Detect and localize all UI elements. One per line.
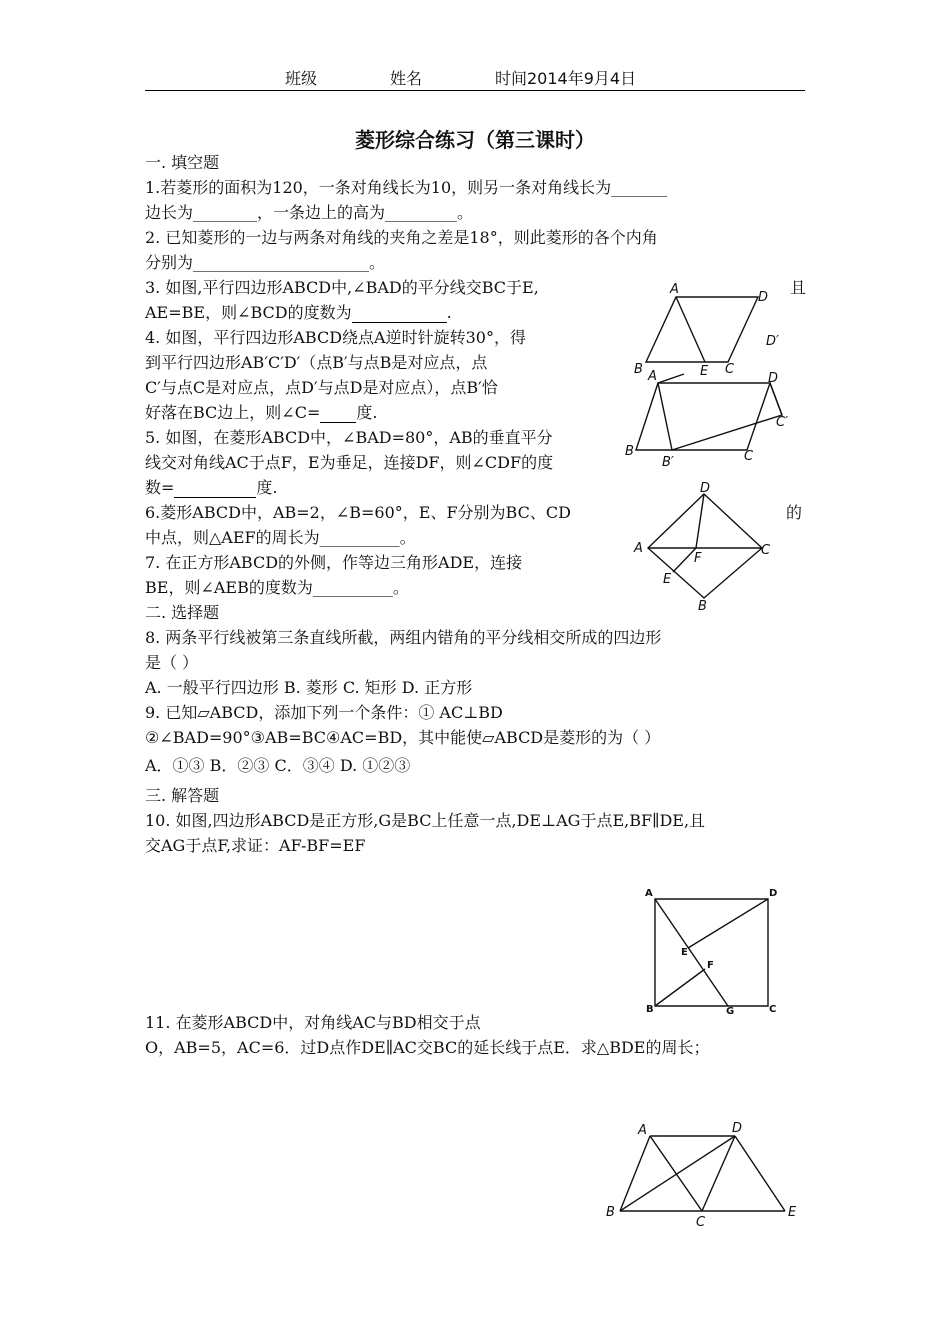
- q4-line3: C′与点C是对应点，点D′与点D是对应点），点B′恰: [145, 378, 498, 397]
- q8-line2: 是（ ）: [145, 653, 199, 672]
- q5-line1: 5. 如图，在菱形ABCD中，∠BAD=80°，AB的垂直平分: [145, 428, 553, 447]
- fig3-parallelogram: [646, 297, 758, 362]
- fig11-segment-ab: [620, 1136, 650, 1211]
- fig10-label-f: F: [707, 960, 714, 971]
- fig3-label-a: A: [670, 282, 679, 297]
- q4-line2: 到平行四边形AB′C′D′（点B′与点B是对应点，点: [145, 353, 488, 372]
- fig10-label-g: G: [726, 1006, 735, 1014]
- figure-q5-rhombus: [628, 480, 778, 615]
- section-solve: 三. 解答题: [145, 786, 220, 805]
- q5-answer-blank: [174, 482, 256, 498]
- q2-line2: 分别为______________________。: [145, 253, 386, 272]
- fig3-label-d: D: [758, 290, 769, 305]
- q9-options: A．①③ B．②③ C．③④ D. ①②③: [145, 756, 411, 775]
- fig4-label-d: D: [768, 371, 779, 386]
- fig11-label-d: D: [732, 1121, 743, 1136]
- q3-line1-tail: 且: [790, 278, 807, 297]
- fig5-label-e: E: [663, 572, 672, 587]
- fig4-parallelogram-rotated: [658, 383, 782, 450]
- q2-line1: 2. 已知菱形的一边与两条对角线的夹角之差是18°，则此菱形的各个内角: [145, 228, 658, 247]
- q3-line1: 3. 如图,平行四边形ABCD中,∠BAD的平分线交BC于E,: [145, 278, 539, 297]
- fig11-label-b: B: [606, 1205, 615, 1220]
- fig4-segment-ad-prime: [658, 374, 684, 383]
- section-fill-in: 一. 填空题: [145, 153, 220, 172]
- q10-line2: 交AG于点F,求证：AF-BF=EF: [145, 836, 366, 855]
- fig5-label-c: C: [761, 543, 771, 558]
- q8-line1: 8. 两条平行线被第三条直线所截，两组内错角的平分线相交所成的四边形: [145, 628, 662, 647]
- fig5-label-f: F: [694, 551, 702, 566]
- class-label: 班级: [285, 69, 318, 88]
- q3-line2: [145, 303, 452, 323]
- q3-answer-blank: [352, 307, 447, 323]
- q11-line1: 11. 在菱形ABCD中，对角线AC与BD相交于点: [145, 1013, 481, 1032]
- q10-line1: 10. 如图,四边形ABCD是正方形,G是BC上任意一点,DE⊥AG于点E,BF∥DE,且: [145, 811, 706, 830]
- fig5-label-d: D: [700, 481, 711, 496]
- fig5-label-a: A: [634, 541, 643, 556]
- name-label: 姓名: [390, 69, 423, 88]
- fig3-label-b: B: [634, 362, 643, 377]
- fig10-label-b: B: [646, 1004, 654, 1014]
- fig5-segment-fe: [673, 548, 696, 572]
- fig3-label-e: E: [700, 364, 709, 379]
- fig10-square: [655, 899, 768, 1006]
- fig10-label-a: A: [645, 888, 653, 899]
- q5-line2: 线交对角线AC于点F，E为垂足，连接DF，则∠CDF的度: [145, 453, 554, 472]
- q6-line2: 中点，则△AEF的周长为__________。: [145, 528, 416, 547]
- q4-line1: 4. 如图，平行四边形ABCD绕点A逆时针旋转30°，得: [145, 328, 526, 347]
- q4-line4-end: 度.: [356, 403, 378, 422]
- figure-q3-parallelogram: [628, 275, 798, 380]
- q7-line2: BE，则∠AEB的度数为__________。: [145, 578, 409, 597]
- fig3-label-dprime-fragment: D′: [766, 334, 779, 349]
- fig4-label-b: B: [625, 444, 634, 459]
- fig3-label-c: C: [725, 362, 735, 377]
- fig4-label-cprime: C′: [776, 415, 789, 430]
- q4-line4: [145, 403, 377, 423]
- fig4-label-bprime: B′: [662, 455, 674, 470]
- fig11-label-e: E: [788, 1205, 797, 1220]
- fig10-label-d: D: [769, 888, 778, 899]
- fig11-segment-ac: [650, 1136, 702, 1211]
- fig11-label-c: C: [696, 1215, 706, 1228]
- fig10-label-c: C: [769, 1004, 777, 1014]
- fig4-segment-dc-prime: [770, 383, 782, 415]
- q4-answer-blank: [320, 407, 356, 423]
- figure-q11-rhombus-trapezoid: [602, 1118, 807, 1228]
- q6-line1: 6.菱形ABCD中，AB=2，∠B=60°，E、F分别为BC、CD: [145, 503, 571, 522]
- q8-options: A. 一般平行四边形 B. 菱形 C. 矩形 D. 正方形: [145, 678, 473, 697]
- q9-line2: ②∠BAD=90°③AB=BC④AC=BD，其中能使▱ABCD是菱形的为（ ）: [145, 728, 661, 747]
- section-choice: 二. 选择题: [145, 603, 220, 622]
- page-header: [145, 66, 805, 91]
- fig10-segment-ag: [655, 899, 728, 1006]
- figure-q4-rotated-parallelogram: [622, 368, 802, 473]
- q7-line1: 7. 在正方形ABCD的外侧，作等边三角形ADE，连接: [145, 553, 523, 572]
- fig5-segment-df: [696, 494, 704, 548]
- q5-line3-end: 度.: [256, 478, 278, 497]
- page-title: 菱形综合练习（第三课时）: [355, 128, 595, 152]
- q5-line3: [145, 478, 278, 498]
- q4-line4-text: 好落在BC边上，则∠C=: [145, 403, 321, 422]
- fig11-label-a: A: [638, 1123, 647, 1138]
- fig4-label-a: A: [648, 369, 657, 384]
- q9-line1: 9. 已知▱ABCD，添加下列一个条件：① AC⊥BD: [145, 703, 503, 722]
- q11-line2: O，AB=5，AC=6．过D点作DE∥AC交BC的延长线于点E．求△BDE的周长；: [145, 1038, 710, 1057]
- fig11-segment-de: [735, 1136, 785, 1211]
- fig5-label-b: B: [698, 599, 707, 614]
- q3-line2-text: AE=BE，则∠BCD的度数为: [145, 303, 352, 322]
- q1-line1: 1.若菱形的面积为120，一条对角线长为10，则另一条对角线长为_______: [145, 178, 668, 197]
- q1-line2: 边长为________，一条边上的高为_________。: [145, 203, 474, 222]
- fig10-segment-de: [688, 899, 768, 948]
- fig10-label-e: E: [681, 947, 688, 958]
- fig10-segment-bf: [655, 969, 705, 1006]
- q6-line1-tail: 的: [786, 503, 803, 522]
- q3-line2-end: .: [446, 303, 452, 322]
- fig3-segment-ae: [676, 297, 705, 362]
- q5-line3-text: 数=: [145, 478, 175, 497]
- figure-q10-square: [640, 884, 785, 1014]
- fig4-label-c: C: [744, 449, 754, 464]
- time-label: 时间2014年9月4日: [495, 69, 637, 88]
